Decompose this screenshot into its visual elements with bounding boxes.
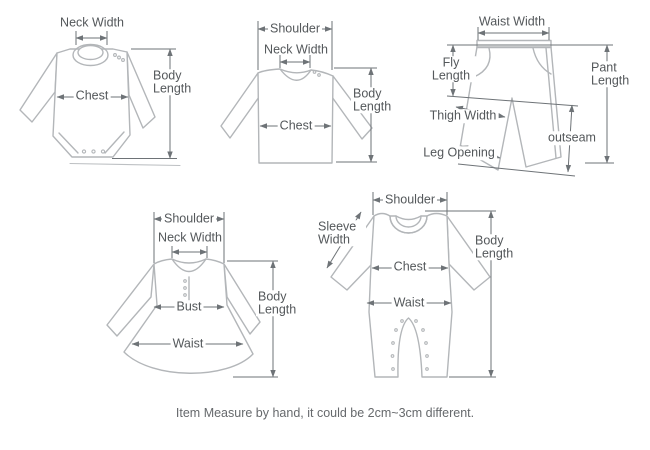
romper-sleeve-width-label: Sleeve Width — [316, 220, 366, 246]
dress-button — [184, 287, 187, 290]
romper-shoulder-label: Shoulder — [384, 192, 436, 207]
romper-waist-label: Waist — [393, 295, 425, 310]
sweater-chest-label: Chest — [279, 118, 313, 133]
sweater-neck-button — [318, 74, 321, 77]
pants-thigh-width-label: Thigh Width — [429, 108, 497, 123]
dress-body-outline — [124, 259, 253, 373]
dress-back-neck — [172, 259, 206, 263]
dress-shoulder-label: Shoulder — [163, 211, 215, 226]
sweater-back-neck — [280, 69, 311, 73]
pants-outseam-label: outseam — [548, 130, 596, 145]
sweater-left-sleeve — [221, 73, 259, 138]
romper-snap — [415, 320, 418, 323]
pants-pant-length-label: Pant Length — [589, 61, 639, 87]
bodysuit-shoulder-button — [122, 59, 125, 62]
sweater-neck-width-label: Neck Width — [264, 42, 328, 57]
romper-snap — [425, 342, 428, 345]
sweater-neck-button — [313, 71, 316, 74]
romper-body-length-label: Body Length — [473, 234, 523, 260]
bodysuit-shoulder-button — [118, 56, 121, 59]
romper-snap — [401, 320, 404, 323]
bodysuit-chest-label: Chest — [75, 88, 109, 103]
dress-button — [184, 280, 187, 283]
bodysuit-collar-inner — [78, 46, 103, 60]
romper-snap — [426, 368, 429, 371]
romper-snap — [395, 329, 398, 332]
romper-neck-dip — [396, 216, 421, 220]
bodysuit-snap — [101, 150, 104, 153]
romper-snap — [426, 355, 429, 358]
romper-snap — [391, 355, 394, 358]
pants-fly-length-label: Fly Length — [426, 56, 476, 82]
romper-snap — [422, 329, 425, 332]
romper-chest-label: Chest — [393, 259, 427, 274]
bodysuit-baseline — [70, 164, 180, 166]
bodysuit-shoulder-button — [114, 54, 117, 57]
measure-disclaimer-text: Item Measure by hand, it could be 2cm~3cm different. — [175, 406, 475, 420]
romper-snap — [392, 342, 395, 345]
dress-bust-label: Bust — [176, 299, 202, 314]
romper-snap — [392, 368, 395, 371]
dress-button — [184, 294, 187, 297]
bodysuit-snap — [92, 150, 95, 153]
bodysuit-snap — [82, 150, 85, 153]
pants-leg-opening-label: Leg Opening — [423, 145, 495, 160]
dress-waist-label: Waist — [172, 336, 204, 351]
pants-waist-width-label: Waist Width — [478, 14, 546, 29]
bodysuit-body-length-label: Body Length — [151, 69, 201, 95]
dress-neck-width-label: Neck Width — [158, 230, 222, 245]
pants-ref-hem — [458, 164, 575, 176]
dress-body-length-label: Body Length — [256, 290, 306, 316]
sweater-shoulder-label: Shoulder — [269, 21, 321, 36]
bodysuit-neck-width-label: Neck Width — [60, 15, 124, 30]
sweater-body-outline — [258, 69, 333, 163]
bodysuit-left-sleeve — [20, 53, 57, 122]
sweater-body-length-label: Body Length — [351, 87, 401, 113]
